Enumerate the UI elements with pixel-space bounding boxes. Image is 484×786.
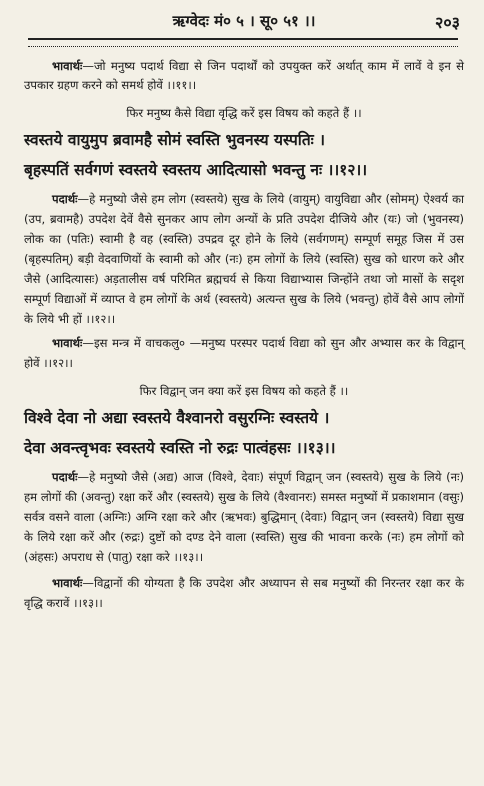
padarth-label: पदार्थः	[52, 192, 78, 206]
bhavarth-text: —इस मन्त्र में वाचकलु० —मनुष्य परस्पर पदार्थ विद्या को सुन और अभ्यास कर के विद्वान् होवें ।।१२।।	[24, 336, 464, 370]
page-header	[24, 10, 464, 32]
padarth-12	[24, 189, 464, 329]
padarth-label: पदार्थः	[52, 470, 78, 484]
bhavarth-13	[24, 573, 464, 613]
mantra-12-line-2: बृहस्पतिं सर्वगणं स्वस्तये स्वस्तय आदित्यासो भवन्तु नः ।।१२।।	[24, 160, 368, 179]
intro-12: फिर मनुष्य कैसे विद्या वृद्धि करें इस विषय को कहते हैं ।।	[126, 106, 362, 120]
bhavarth-11	[24, 57, 464, 95]
page-number: २०३	[435, 13, 460, 32]
bhavarth-label: भावार्थः	[52, 336, 83, 350]
mantra-12-line-1: स्वस्तये वायुमुप ब्रवामहै सोमं स्वस्ति भुवनस्य यस्पतिः ।	[24, 130, 326, 149]
bhavarth-label: भावार्थः	[52, 576, 83, 590]
header-rule	[28, 38, 458, 47]
padarth-13	[24, 467, 464, 567]
bhavarth-text: —जो मनुष्य पदार्थ विद्या से जिन पदार्थों को उपयुक्त करें अर्थात् काम में लावें वे इन से उपकार ग्रहण करने को समर्थ होवें ।।११।।	[24, 59, 464, 92]
mantra-13-line-1: विश्वे देवा नो अद्या स्वस्तये वैश्वानरो वसुरग्निः स्वस्तये ।	[24, 408, 330, 427]
bhavarth-label: भावार्थः	[52, 59, 83, 73]
bhavarth-text: —विद्वानों की योग्यता है कि उपदेश और अध्यापन से सब मनुष्यों की निरन्तर रक्षा कर के वृद्धि करावें ।।१३।।	[24, 576, 464, 610]
running-title: ऋग्वेदः मं० ५ । सू० ५१ ।।	[172, 12, 316, 30]
mantra-13-line-2: देवा अवन्त्वृभवः स्वस्तये स्वस्ति नो रुद्रः पात्वंहसः ।।१३।।	[24, 438, 336, 457]
bhavarth-12	[24, 333, 464, 373]
padarth-text: —हे मनुष्यो जैसे (अद्य) आज (विश्वे, देवाः) संपूर्ण विद्वान् जन (स्वस्तये) सुख के लिये (नः) हम लोगों की (अवन्तु) रक्षा करें और (स्वस्तये) सुख के लिये (वैश्वानरः) समस्त मनुष्यों में प्रकाशमान (वसुः) सर्वत्र वसने वाला (अग्निः) अग्नि रक्षा करे और (ऋभवः) बुद्धिमान् (देवाः) विद्वान् जन (स्वस्तये) विद्या सुख के लिये रक्षा करें और (रुद्रः) दुष्टों को दण्ड देने वाला (स्वस्ति) सुख की भावना करके (नः) हम लोगों को (अंहसः) अपराध से (पातु) रक्षा करे ।।१३।।	[24, 470, 464, 564]
padarth-text: —हे मनुष्यो जैसे हम लोग (स्वस्तये) सुख के लिये (वायुम्) वायुविद्या और (सोमम्) ऐश्वर्य का (उप, ब्रवामहै) उपदेश देवें वैसे सुनकर आप लोग अन्यों के प्रति उपदेश दीजिये और (यः) जो (भुवनस्य) लोक का (पतिः) स्वामी है वह (स्वस्ति) उपद्रव दूर होने के लिये (सर्वगणम्) सम्पूर्ण समूह जिस में उस (बृहस्पतिम्) बड़ी वेदवाणियों के स्वामी को और (नः) हम लोगों के लिये (स्वस्ति) सुख को धारण करे और जैसे (आदित्यासः) अड़तालीस वर्ष परिमित ब्रह्मचर्य से किया विद्याभ्यास जिन्होंने तथा जो मासों के सदृश सम्पूर्ण विद्याओं में व्याप्त वे हम लोगों के अर्थ (स्वस्तये) अत्यन्त सुख के लिये (भवन्तु) होवें वैसे आप लोगों के लिये भी हों ।।१२।।	[24, 192, 464, 326]
intro-13: फिर विद्वान् जन क्या करें इस विषय को कहते हैं ।।	[139, 384, 349, 398]
